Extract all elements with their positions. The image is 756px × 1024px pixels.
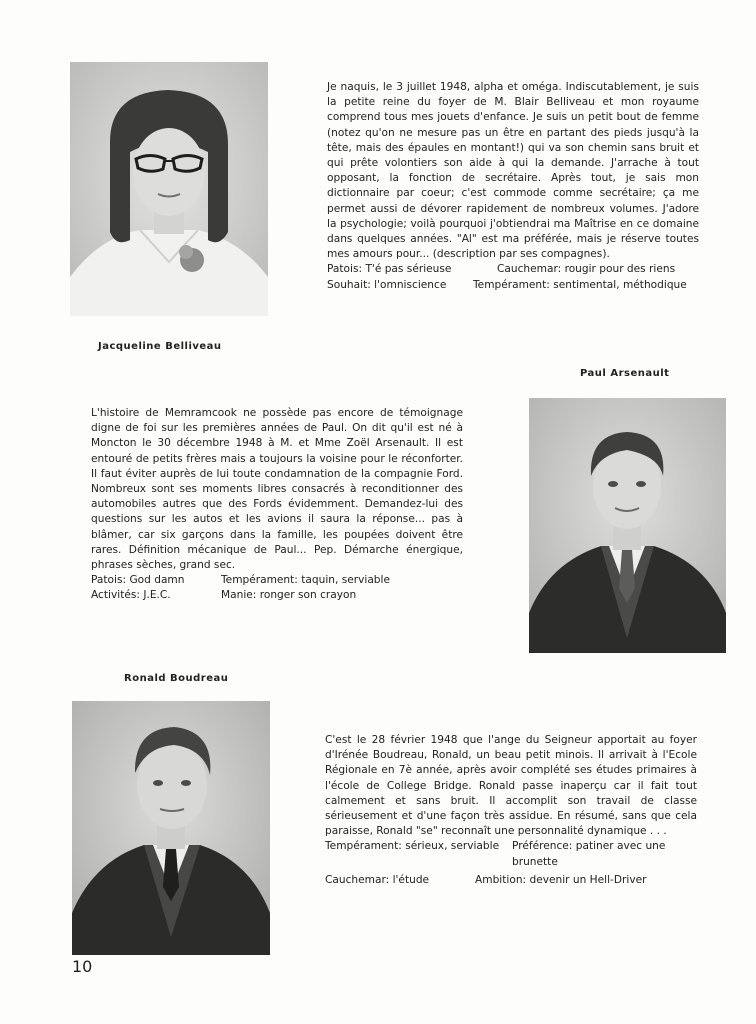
trait-souhait: Souhait: l'omniscience	[327, 278, 447, 291]
trait-row	[91, 588, 463, 603]
bio-text: L'histoire de Memramcook ne possède pas encore de témoignage digne de foi sur les premières années de Paul. On dit qu'il est né à Moncton le 30 décembre 1948 à M. et Mme Zoël Arsenault. Il est entouré de petits frères mais a toujours la voisine pour le réconforter. Il faut éviter auprès de lui toute condamnation de la compagnie Ford. Nombreux sont ses moments libres consacrés à reconditionner des automobiles autres que des Fords évidemment. Demandez-lui des questions sur les autos et les avions il saura la réponse... pas à blâmer, car six garçons dans la famille, les poupées doivent être rares. Définition mécanique de Paul... Pep. Démarche énergique, phrases sèches, grand sec.	[91, 407, 463, 572]
portrait-paul-arsenault	[529, 398, 726, 653]
trait-row	[325, 873, 697, 888]
trait-patois: Patois: God damn	[91, 574, 185, 587]
bio-ronald-boudreau	[325, 733, 697, 888]
trait-row	[327, 278, 699, 293]
bio-text: Je naquis, le 3 juillet 1948, alpha et oméga. Indiscutablement, je suis la petite reine du foyer de M. Blair Belliveau et mon royaume comprend tous mes jouets d'enfance. Je suis un petit bout de femme (notez qu'on ne mesure pas un être en partant des pieds jusqu'à la tête, mais des épaules en montant!) qui va son chemin sans bruit et qui prête volontiers son aide à qui la demande. J'arrache à tout opposant, la fonction de secrétaire. Après tout, je sais mon dictionnaire par coeur; c'est commode comme secrétaire; ça me permet aussi de dévorer rapidement de nombreux volumes. J'adore la psychologie; voilà pourquoi j'obtiendrai ma Maîtrise en ce domaine dans quelques années. "Al" est ma préférée, mais je réserve toutes mes amours pour... (description par ses compagnes).	[327, 81, 699, 261]
trait-preference: Préférence: patiner avec une brunette	[512, 840, 666, 868]
trait-cauchemar: Cauchemar: rougir pour des riens	[497, 263, 676, 276]
trait-temperament: Tempérament: sentimental, méthodique	[473, 278, 687, 291]
trait-row	[327, 262, 699, 277]
portrait-ronald-boudreau	[72, 701, 270, 955]
trait-temperament: Tempérament: sérieux, serviable	[325, 840, 500, 853]
trait-activites: Activités: J.E.C.	[91, 589, 171, 602]
bio-paul-arsenault	[91, 406, 463, 604]
trait-temperament: Tempérament: taquin, serviable	[221, 574, 390, 587]
name-jacqueline-belliveau: Jacqueline Belliveau	[98, 341, 222, 352]
trait-row	[325, 839, 697, 869]
name-paul-arsenault: Paul Arsenault	[580, 368, 670, 379]
trait-row	[91, 573, 463, 588]
trait-cauchemar: Cauchemar: l'étude	[325, 873, 430, 886]
trait-manie: Manie: ronger son crayon	[221, 589, 357, 602]
trait-patois: Patois: T'é pas sérieuse	[327, 263, 452, 276]
page-number: 10	[72, 957, 93, 976]
portrait-jacqueline-belliveau	[70, 62, 268, 316]
name-ronald-boudreau: Ronald Boudreau	[124, 673, 229, 684]
trait-ambition: Ambition: devenir un Hell-Driver	[475, 873, 647, 886]
bio-jacqueline-belliveau	[327, 80, 699, 293]
bio-text: C'est le 28 février 1948 que l'ange du Seigneur apportait au foyer d'Irénée Boudreau, Ronald, un beau petit minois. Il arrivait à l'Ecole Régionale en 7è année, après avoir complété ses études primaires à l'école de College Bridge. Ronald passe inaperçu car il fait tout calmement et sans bruit. Il accomplit son travail de classe sérieusement et d'une façon très assidue. En résumé, sans que cela paraisse, Ronald "se" reconnaît une personnalité dynamique . . .	[325, 734, 697, 838]
